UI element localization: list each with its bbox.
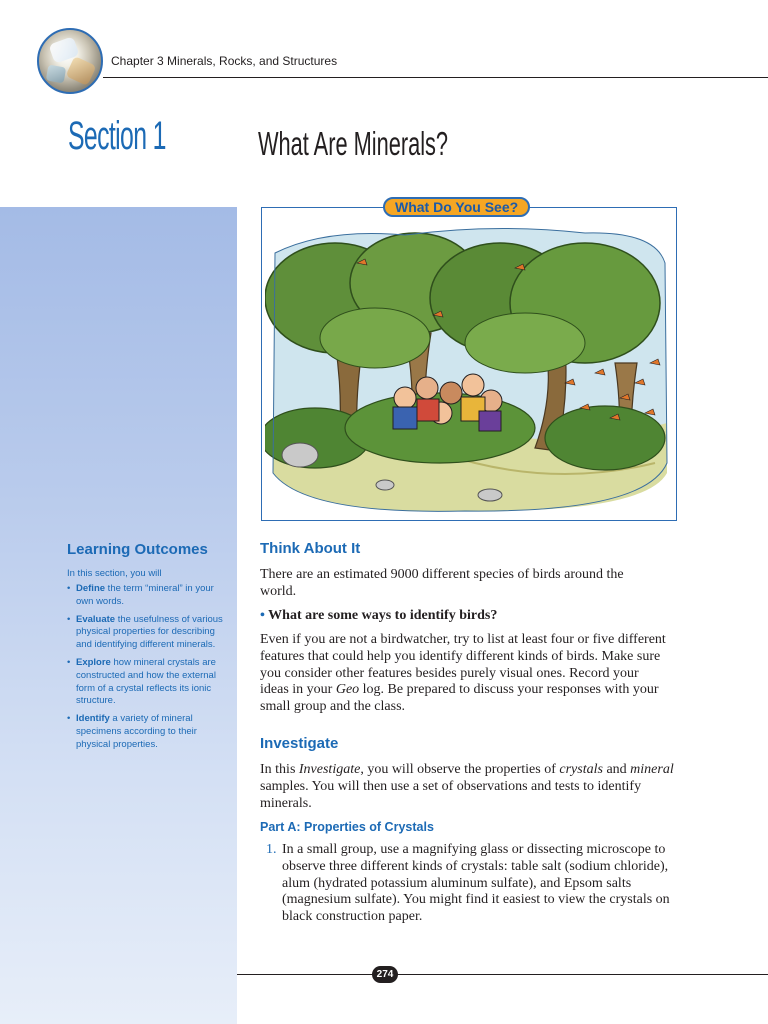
outcome-verb: Evaluate xyxy=(76,613,116,625)
outcome-text: how mineral crystals are constructed and how the external form of a crystal reflects its ionic structure. xyxy=(76,656,216,707)
body-text: Even if you are not a birdwatcher, try to list at least four or five different features that could help you identify different kinds of birds. Make sure you consider other features besides purely visual ones. Record your ideas in your xyxy=(260,632,666,698)
footer-rule xyxy=(237,974,768,975)
bullet-icon: • xyxy=(67,656,71,668)
learning-outcome-item xyxy=(67,583,227,609)
bullet-icon: • xyxy=(260,608,265,623)
learning-outcome-item xyxy=(67,713,227,751)
outcome-text: the usefulness of various physical properties for describing and identifying different minerals. xyxy=(76,613,223,651)
outcome-verb: Explore xyxy=(76,656,111,668)
body-text: and xyxy=(602,762,631,777)
body-text: In this xyxy=(260,762,299,777)
part-a-heading: Part A: Properties of Crystals xyxy=(260,820,434,834)
learning-outcomes-intro: In this section, you will xyxy=(67,568,162,579)
bullet-icon: • xyxy=(67,583,71,594)
investigate-intro xyxy=(260,762,674,812)
step-item xyxy=(266,842,678,926)
bullet-icon: • xyxy=(67,713,71,725)
think-about-it-intro: There are an estimated 9000 different species of birds around the world. xyxy=(260,567,624,599)
learning-outcomes-heading: Learning Outcomes xyxy=(67,541,208,558)
think-about-it-question xyxy=(260,608,670,625)
outcome-verb: Define xyxy=(76,583,106,594)
learning-outcomes-list xyxy=(67,583,227,752)
outcome-text: a variety of mineral specimens according to their physical properties. xyxy=(76,713,197,750)
learning-outcomes xyxy=(67,541,227,757)
section-label: Section 1 xyxy=(68,114,166,158)
bullet-icon: • xyxy=(67,613,71,625)
body-emphasis: Geo xyxy=(335,682,360,698)
body-emphasis: mineral xyxy=(630,762,674,777)
outcome-text: the term “mineral” in your own words. xyxy=(76,583,214,607)
body-emphasis: Investigate xyxy=(298,762,361,777)
header-rule xyxy=(103,77,768,78)
chapter-title: Chapter 3 Minerals, Rocks, and Structures xyxy=(111,54,338,68)
step-text: In a small group, use a magnifying glass or dissecting microscope to observe three different kinds of crystals: table salt (sodium chloride), alum (hydrated potassium aluminum sulfate), and Epsom salts (magnesium sulfate). You might find it easiest to view the crystals on black construction paper. xyxy=(282,842,670,925)
body-text: samples. You will then use a set of observations and tests to identify minerals. xyxy=(260,778,642,811)
body-text: , you will observe the properties of xyxy=(360,762,560,777)
investigate-heading: Investigate xyxy=(260,735,339,752)
learning-outcome-item xyxy=(67,657,227,708)
page-number: 274 xyxy=(372,966,398,983)
question-text: What are some ways to identify birds? xyxy=(268,608,498,623)
section-title: What Are Minerals? xyxy=(258,125,449,162)
outcome-verb: Identify xyxy=(76,713,110,725)
what-do-you-see-label: What Do You See? xyxy=(383,197,530,217)
forest-birdwatchers-illustration xyxy=(265,223,673,515)
chapter-mineral-photo xyxy=(37,28,103,94)
think-about-it-heading: Think About It xyxy=(260,540,361,557)
body-emphasis: crystals xyxy=(559,762,603,777)
learning-outcome-item xyxy=(67,614,227,652)
think-about-it-body xyxy=(260,632,670,716)
step-number: 1. xyxy=(266,842,277,857)
body-text: log. Be prepared to discuss your responses with your small group and the class. xyxy=(260,682,659,715)
